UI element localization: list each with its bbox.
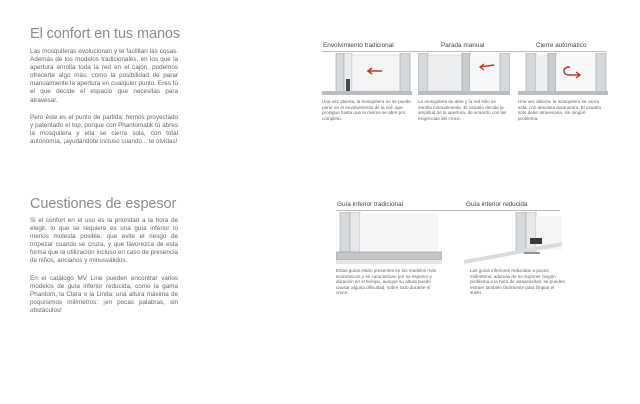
section2-paragraph-2: En el catálogo MV Line pueden encontrar varios modelos de guía inferior reducida, como la gama Phantom, la Clara o la Linda: una altura máxima de poquísimos milímetros: ¡en pocas palabras, sin obstáculos! xyxy=(30,275,178,315)
section1-paragraph-2: Pero éste es el punto de partida: hemos proyectado y patentado el top, porque con Phantomatik tú abres la mosquitera y ella se cierra sola, con total autonomía, ¡ayudándote incluso cuando... te olvidas! xyxy=(30,114,178,146)
illustration-traditional-guide xyxy=(336,212,442,264)
caption-traditional-roll: Una vez abierta, la mosquitera no se puede parar en el envolvimiento de la red, que prosigue hasta que la misma se abre por completo. xyxy=(322,99,411,121)
section2-label-rule xyxy=(336,210,560,211)
caption-reduced-guide: Las guías inferiores reducidas a pocos milímetros, además de no suponer ningún problema a la hora de atravesarlas, se pueden extraer también fácilmente para limpiar el suelo. xyxy=(470,268,565,296)
section1-title: El confort en tus manos xyxy=(30,26,181,42)
caption-traditional-guide: Estas guías están presentes en los modelos más económicos y se caracterizan por su espesor y duración en el tiempo, aunque su altura puede causar alguna dificultad, sobre todo durante el cruce. xyxy=(336,268,437,296)
figure-label-auto-close: Cierre automático xyxy=(536,42,587,49)
figure-label-traditional-roll: Envolvimiento tradicional xyxy=(323,42,394,49)
caption-manual-stop: La mosquitera se abre y la red sólo se enrolla manualmente. El usuario decide la amplitud de la apertura, de acuerdo con las exigencias del cruce. xyxy=(418,99,507,121)
figure-label-reduced-guide: Guía inferior reducida xyxy=(466,201,528,208)
figure-label-manual-stop: Parada manual xyxy=(441,42,485,49)
section2-title: Cuestiones de espesor xyxy=(30,196,177,212)
figure-label-traditional-guide: Guía inferior tradicional xyxy=(337,201,404,208)
caption-auto-close: Una vez abierta, la mosquitera se cierra sola, con absoluta autonomía. El usuario sólo debe atravesarla, sin ningún problema. xyxy=(518,99,601,121)
illustration-traditional-roll xyxy=(322,53,412,95)
section2-paragraph-1: Si el confort en el uso es la prioridad a la hora de elegir, lo que se requiere es una guía inferior lo menos molesta posible, que evite el riesgo de tropezar cuando se cruza, y que favorezca de esta forma que la utilización incluso en caso de presencia de niños, ancianos y minusválidos. xyxy=(30,217,178,265)
section1-label-rule xyxy=(322,51,606,52)
section1-paragraph-1: Las mosquiteras evolucionan y te facilitan las cosas. Además de los modelos tradicionales, en los que la apertura enrolla toda la red en el cajón, podemos ofrecerte algo más, como la posibilidad de parar manualmente la apertura en cualquier punto. Eres tú el que decide el espacio que necesitas para atravesar. xyxy=(30,48,178,104)
illustration-reduced-guide xyxy=(464,212,562,264)
illustration-manual-stop xyxy=(418,53,510,95)
illustration-auto-close xyxy=(518,53,608,95)
